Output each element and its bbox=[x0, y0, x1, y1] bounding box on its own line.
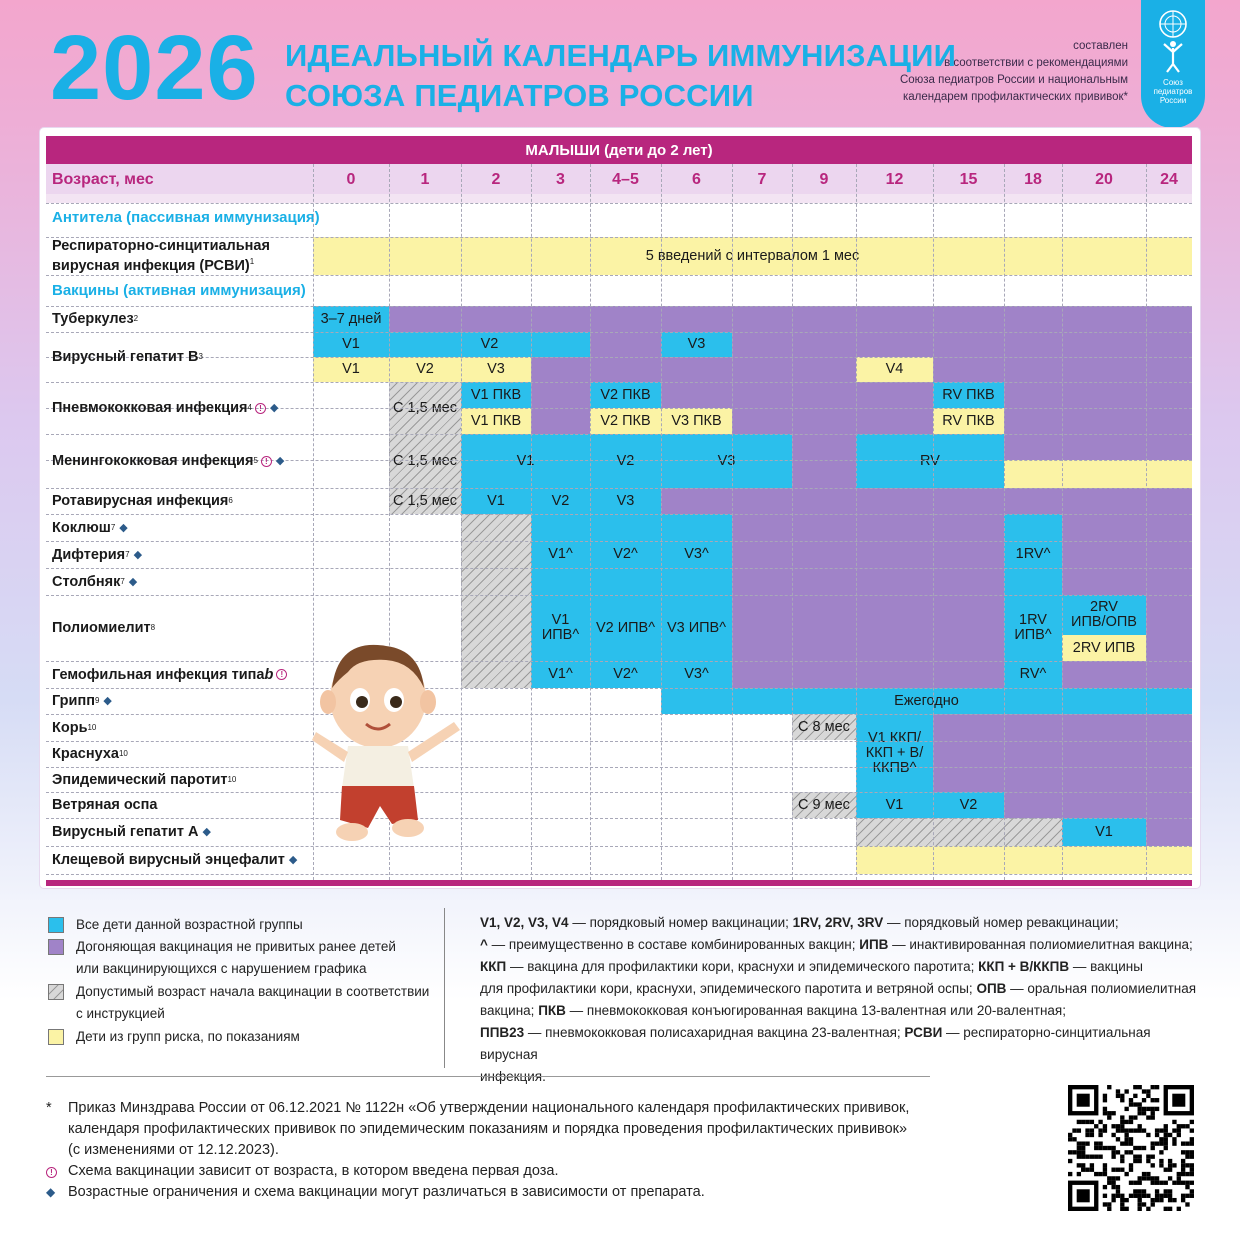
footnote-text: (с изменениями от 12.12.2023). bbox=[68, 1142, 279, 1158]
age-header-cell: 20 bbox=[1095, 170, 1113, 188]
age-header-cell: 7 bbox=[757, 170, 767, 188]
abbr-term: ККП + В/ККПВ bbox=[978, 959, 1070, 974]
legend-divider bbox=[444, 908, 445, 1068]
diamond-icon: ◆ bbox=[46, 1185, 56, 1199]
polio-v2-label: V2 ИПВ^ bbox=[595, 619, 656, 636]
grid-row-line bbox=[46, 541, 1192, 542]
diamond-icon: ◆ bbox=[128, 575, 138, 588]
grid-row-line bbox=[46, 357, 1192, 358]
cell-text-line: V1 ККП/ bbox=[867, 729, 922, 746]
grid-column-line bbox=[792, 164, 793, 880]
tb-label: Туберкулез bbox=[52, 311, 134, 327]
exclamation-icon: ! bbox=[255, 403, 266, 414]
row-label-tetanus bbox=[52, 568, 137, 595]
grid-column-line bbox=[531, 164, 532, 880]
mening-start-label: С 1,5 мес bbox=[393, 452, 457, 469]
row-label-tb bbox=[52, 306, 138, 332]
grid-column-line bbox=[1062, 164, 1063, 880]
abbr-desc: — инактивированная полиомиелитная вакцина; bbox=[888, 937, 1193, 952]
group-title: МАЛЫШИ (дети до 2 лет) bbox=[525, 141, 713, 159]
footnote-ref: 10 bbox=[227, 774, 237, 784]
footnote-text: Приказ Минздрава России от 06.12.2021 № 1122н «Об утверждении национального календаря профилактических прививок, bbox=[68, 1100, 910, 1116]
logo-text-line: педиатров bbox=[1153, 87, 1193, 96]
flu-band-label: Ежегодно bbox=[894, 692, 959, 709]
abbr-term: РСВИ bbox=[904, 1025, 943, 1040]
age-header-cell: 12 bbox=[885, 170, 904, 188]
row-label-rota bbox=[52, 488, 233, 514]
row-label-polio bbox=[52, 595, 155, 661]
legend-swatch-purple bbox=[48, 939, 64, 955]
row-label-hepa bbox=[52, 818, 211, 846]
rota-catchup bbox=[661, 488, 1192, 514]
measles-label: Корь bbox=[52, 719, 88, 736]
abbr-desc: — пневмококковая конъюгированная вакцина 13-валентная или 20-валентная; bbox=[565, 1003, 1066, 1018]
abbr-term: V1, V2, V3, V4 bbox=[480, 915, 569, 930]
rubella-label: Краснуха bbox=[52, 746, 119, 762]
footnote-ref: 5 bbox=[253, 456, 258, 465]
row-label-pneumo bbox=[52, 382, 278, 434]
row-label-hepb bbox=[52, 332, 203, 382]
compiled-note bbox=[888, 38, 1128, 106]
age-label: Возраст, мес bbox=[52, 170, 154, 188]
polio-catchup-a bbox=[732, 595, 1004, 661]
rota-v1-label: V1 bbox=[487, 492, 505, 509]
legend-text: Допустимый возраст начала вакцинации в соответствии bbox=[76, 984, 430, 999]
hepb-v1-label: V1 bbox=[342, 336, 360, 352]
rota-label: Ротавирусная инфекция bbox=[52, 493, 229, 509]
age-header-cell: 1 bbox=[420, 170, 430, 188]
grid-row-line bbox=[46, 874, 1192, 875]
cell-text-line: V1 bbox=[551, 612, 570, 628]
cell-text-line: ИПВ^ bbox=[1014, 627, 1052, 643]
cell-text-line: 1RV bbox=[1019, 612, 1047, 628]
hib-catchup-b bbox=[1062, 661, 1192, 688]
rsv-band-label: 5 введений с интервалом 1 мес bbox=[645, 247, 860, 264]
row-label-diphtheria bbox=[52, 541, 142, 568]
grid-row-line bbox=[46, 514, 1192, 515]
rsv-label-line2: вирусная инфекция (РСВИ) bbox=[52, 257, 250, 274]
grid-row-line bbox=[46, 275, 1192, 276]
grid-row-line bbox=[46, 792, 1192, 793]
cell-text-line: 2RV bbox=[1090, 599, 1118, 615]
year-title: 2026 bbox=[50, 17, 259, 119]
legend-text: Догоняющая вакцинация не привитых ранее детей bbox=[76, 939, 396, 954]
dtp-catchup-a bbox=[732, 514, 1004, 595]
polio-rv2-label bbox=[1062, 595, 1146, 635]
exclamation-icon: ! bbox=[261, 456, 272, 467]
tbe-risk bbox=[856, 846, 1192, 874]
hepb-risk-v3-label: V3 bbox=[487, 361, 505, 377]
footnote-ref: 7 bbox=[110, 522, 116, 532]
abbr-desc: — преимущественно в составе комбинированных вакцин; bbox=[487, 937, 860, 952]
abbr-desc: вакцина; bbox=[480, 1003, 539, 1018]
tb-catchup bbox=[389, 306, 1192, 332]
abbr-term: ПКВ bbox=[538, 1003, 566, 1018]
footnote-ref: 3 bbox=[198, 352, 203, 361]
polio-label: Полиомиелит bbox=[52, 620, 151, 636]
pneumo-risk-rv-label: RV ПКВ bbox=[942, 412, 995, 429]
star-mark: * bbox=[46, 1100, 52, 1116]
dtp-v1-label: V1^ bbox=[548, 546, 573, 562]
hepb-risk-v4-label: V4 bbox=[885, 361, 904, 377]
pneumo-v2-label: V2 ПКВ bbox=[600, 386, 651, 403]
exclamation-icon: ! bbox=[276, 669, 287, 680]
footnote-ref: 2 bbox=[133, 314, 139, 323]
varicella-v1-label: V1 bbox=[885, 796, 904, 813]
diamond-icon: ◆ bbox=[119, 521, 128, 534]
mening-v3-label: V3 bbox=[717, 452, 736, 469]
abbr-desc: для профилактики кори, краснухи, эпидемического паротита и ветряной оспы; bbox=[480, 981, 977, 996]
row-label-varicella bbox=[52, 792, 157, 818]
dtp-v3-label: V3^ bbox=[684, 546, 709, 562]
note-line: составлен bbox=[1073, 40, 1128, 52]
varicella-v2-label: V2 bbox=[959, 796, 978, 813]
grid-column-line bbox=[732, 164, 733, 880]
footnote-ref: 7 bbox=[120, 576, 125, 586]
varicella-label: Ветряная оспа bbox=[52, 797, 158, 813]
age-header-cell: 3 bbox=[556, 170, 565, 188]
row-label-rsv bbox=[52, 237, 270, 275]
cell-text-line: ИПВ/ОПВ bbox=[1071, 614, 1137, 630]
rota-start-label: С 1,5 мес bbox=[393, 492, 457, 509]
mening-catchup-mid bbox=[792, 434, 856, 488]
hib-v3-label: V3^ bbox=[684, 666, 709, 682]
pertussis-label: Коклюш bbox=[52, 519, 111, 536]
pneumo-label: Пневмококковая инфекция bbox=[52, 400, 248, 416]
hepb-label: Вирусный гепатит В bbox=[52, 349, 199, 365]
diphtheria-label: Дифтерия bbox=[52, 546, 126, 563]
title-line-2: СОЮЗА ПЕДИАТРОВ РОССИИ bbox=[285, 78, 754, 113]
row-label-hib bbox=[52, 661, 287, 688]
mening-risk bbox=[1004, 460, 1192, 488]
hepb-v2-label: V2 bbox=[480, 336, 499, 352]
mumps-label: Эпидемический паротит bbox=[52, 771, 228, 788]
row-label-measles bbox=[52, 714, 96, 741]
mmr-v1-label bbox=[856, 714, 933, 792]
grid-column-line bbox=[1004, 164, 1005, 880]
rota-v2-label: V2 bbox=[551, 492, 570, 509]
flu-label: Грипп bbox=[52, 693, 95, 709]
polio-v1-label bbox=[531, 595, 590, 661]
pneumo-catchup-d bbox=[531, 408, 590, 434]
age-header-cell: 6 bbox=[692, 170, 701, 188]
pneumo-start-label: С 1,5 мес bbox=[393, 399, 457, 416]
header-gap bbox=[46, 194, 1192, 203]
footnote-ref: 7 bbox=[125, 549, 130, 559]
grid-column-line bbox=[590, 164, 591, 880]
polio-rv1-label bbox=[1004, 595, 1062, 661]
age-header-cell: 18 bbox=[1024, 170, 1042, 188]
abbreviations bbox=[480, 912, 1200, 1088]
mmr-start-label: С 8 мес bbox=[798, 718, 850, 735]
abbr-desc: — порядковый номер вакцинации; bbox=[568, 915, 793, 930]
cell-text-line: ККП + В/ bbox=[865, 744, 924, 761]
mening-v1-label: V1 bbox=[516, 452, 535, 469]
footnote-ref: 10 bbox=[87, 722, 97, 732]
pneumo-risk-v3-label: V3 ПКВ bbox=[671, 412, 722, 429]
varicella-start-label: С 9 мес bbox=[798, 796, 850, 813]
abbr-term: ИПВ bbox=[859, 937, 889, 952]
grid-row-line bbox=[46, 818, 1192, 819]
table-bottom-bar bbox=[46, 880, 1192, 886]
row-label-rubella bbox=[52, 741, 128, 767]
mening-rv-label: RV bbox=[920, 452, 940, 469]
abbr-term: ОПВ bbox=[976, 981, 1007, 996]
hepa-catchup bbox=[1146, 818, 1192, 846]
hepb-catchup-a bbox=[590, 332, 661, 357]
hib-v1-label: V1^ bbox=[548, 666, 573, 682]
hepb-risk-v1-label: V1 bbox=[342, 361, 360, 377]
footnote-ref: 8 bbox=[150, 623, 156, 632]
row-label-mening bbox=[52, 434, 284, 488]
cell-text-line: ККПВ^ bbox=[872, 759, 917, 776]
footnote-text: календаря профилактических прививок по эпидемическим показаниям и порядка проведения профилактических прививок» bbox=[68, 1121, 908, 1137]
abbr-desc: — вакцина для профилактики кори, краснухи и эпидемического паротита; bbox=[506, 959, 979, 974]
diamond-icon: ◆ bbox=[103, 695, 112, 707]
diamond-icon: ◆ bbox=[288, 854, 298, 866]
legend-swatch-hatched bbox=[48, 984, 64, 1000]
age-header-cell: 9 bbox=[819, 170, 829, 188]
logo bbox=[1141, 0, 1205, 128]
grid-row-line bbox=[46, 306, 1192, 307]
abbr-desc: — порядковый номер ревакцинации; bbox=[883, 915, 1119, 930]
logo-text bbox=[1141, 78, 1205, 105]
grid-row-line bbox=[46, 203, 1192, 204]
abbr-term: ККП bbox=[480, 959, 507, 974]
abbr-term: ППВ23 bbox=[480, 1025, 525, 1040]
qr-code-icon[interactable] bbox=[1068, 1085, 1194, 1211]
section-vaccines: Вакцины (активная иммунизация) bbox=[52, 282, 306, 299]
hepb-catchup-b bbox=[732, 332, 1192, 357]
tbe-label: Клещевой вирусный энцефалит bbox=[52, 852, 285, 868]
age-header-cell: 24 bbox=[1160, 170, 1178, 188]
hepa-start bbox=[856, 818, 1062, 846]
pneumo-risk-v1-label: V1 ПКВ bbox=[470, 412, 522, 429]
diamond-icon: ◆ bbox=[269, 402, 279, 414]
hepb-risk-v2-label: V2 bbox=[416, 361, 434, 377]
exclamation-icon: ! bbox=[46, 1167, 57, 1178]
footnote-ref: 9 bbox=[94, 696, 100, 705]
grid-row-line bbox=[46, 595, 1192, 596]
pneumo-catchup-a bbox=[531, 382, 590, 408]
rota-v3-label: V3 bbox=[616, 492, 635, 509]
grid-row-line bbox=[46, 741, 1192, 742]
note-line: в соответствии с рекомендациями bbox=[944, 57, 1128, 69]
mening-label: Менингококковая инфекция bbox=[52, 453, 254, 469]
footnote-ref: 6 bbox=[228, 496, 233, 505]
hib-label: Гемофильная инфекция типа bbox=[52, 666, 265, 683]
logo-text-line: Союз bbox=[1163, 78, 1183, 87]
varicella-catchup-b bbox=[1004, 792, 1192, 818]
tetanus-label: Столбняк bbox=[52, 573, 121, 590]
note-line: календарем профилактических прививок* bbox=[903, 91, 1128, 103]
age-header-cell: 15 bbox=[959, 170, 978, 188]
abbr-term: ^ bbox=[480, 937, 488, 952]
hib-catchup-a bbox=[732, 661, 1004, 688]
row-label-tbe bbox=[52, 846, 297, 874]
hepa-label: Вирусный гепатит А bbox=[52, 824, 199, 840]
pneumo-catchup-b bbox=[661, 382, 933, 408]
footnote-ref: 4 bbox=[247, 403, 252, 412]
abbr-desc: инфекция. bbox=[480, 1069, 546, 1084]
hib-rv-label: RV^ bbox=[1019, 666, 1047, 682]
grid-row-line bbox=[46, 568, 1192, 569]
diamond-icon: ◆ bbox=[275, 455, 285, 467]
polio-rv2-risk-label: 2RV ИПВ bbox=[1072, 639, 1136, 656]
pneumo-risk-v2-label: V2 ПКВ bbox=[600, 412, 651, 429]
dtp-rv-label: 1RV^ bbox=[1015, 546, 1051, 562]
footnote-text: Возрастные ограничения и схема вакцинации могут различаться в зависимости от препарата. bbox=[68, 1184, 705, 1200]
legend-text: Все дети данной возрастной группы bbox=[76, 917, 303, 932]
section-antibodies: Антитела (пассивная иммунизация) bbox=[52, 209, 320, 226]
row-label-mumps bbox=[52, 767, 236, 792]
abbr-desc: — респираторно-синцитиальная вирусная bbox=[480, 1025, 1151, 1062]
pneumo-rv-label: RV ПКВ bbox=[942, 386, 995, 403]
note-line: Союза педиатров России и национальным bbox=[899, 74, 1128, 86]
hib-v2-label: V2^ bbox=[613, 666, 638, 682]
logo-text-line: России bbox=[1159, 96, 1187, 105]
footnote-ref: 1 bbox=[249, 257, 255, 267]
hepb-v3-label: V3 bbox=[687, 336, 706, 352]
grid-row-line bbox=[46, 714, 1192, 715]
grid-row-line bbox=[46, 688, 1192, 689]
rsv-label-line1: Респираторно-синцитиальная bbox=[52, 238, 270, 255]
grid-column-line bbox=[933, 164, 934, 880]
hib-label-italic: b bbox=[264, 666, 274, 683]
page-title bbox=[285, 36, 956, 116]
cell-text-line: ИПВ^ bbox=[541, 627, 580, 643]
footnote-text: Схема вакцинации зависит от возраста, в котором введена первая доза. bbox=[68, 1163, 559, 1179]
diamond-icon: ◆ bbox=[133, 548, 143, 561]
legend-swatch-yellow bbox=[48, 1029, 64, 1045]
abbr-desc: — пневмококковая полисахаридная вакцина 23-валентная; bbox=[524, 1025, 905, 1040]
footnote-divider bbox=[46, 1076, 930, 1077]
toddler-illustration bbox=[308, 628, 468, 846]
polio-catchup-b bbox=[1146, 595, 1192, 661]
mening-v2-label: V2 bbox=[616, 452, 635, 469]
pneumo-v1-label: V1 ПКВ bbox=[470, 386, 522, 403]
grid-column-line bbox=[661, 164, 662, 880]
grid-column-line bbox=[1146, 164, 1147, 880]
legend-text: Дети из групп риска, по показаниям bbox=[76, 1029, 300, 1044]
age-header-cell: 4–5 bbox=[612, 170, 639, 188]
age-header-cell: 2 bbox=[491, 170, 501, 188]
abbr-desc: — оральная полиомиелитная bbox=[1006, 981, 1197, 996]
footnote-ref: 10 bbox=[118, 749, 128, 758]
legend-text: или вакцинирующихся с нарушением графика bbox=[76, 961, 367, 976]
abbr-term: 1RV, 2RV, 3RV bbox=[792, 915, 884, 930]
grid-column-line bbox=[856, 164, 857, 880]
row-label-pertussis bbox=[52, 514, 128, 541]
legend-text: с инструкцией bbox=[76, 1006, 165, 1021]
legend-swatch-blue bbox=[48, 917, 64, 933]
pneumo-catchup-e bbox=[732, 408, 933, 434]
tb-cell-newborn-label: 3–7 дней bbox=[320, 310, 382, 327]
dtp-catchup-b bbox=[1062, 514, 1192, 595]
hepa-v1-label: V1 bbox=[1095, 823, 1113, 840]
grid-row-line bbox=[46, 332, 1192, 333]
title-line-1: ИДЕАЛЬНЫЙ КАЛЕНДАРЬ ИММУНИЗАЦИИ bbox=[285, 38, 957, 73]
footnotes bbox=[46, 1098, 946, 1203]
dtp-v2-label: V2^ bbox=[613, 546, 638, 562]
diamond-icon: ◆ bbox=[202, 826, 211, 838]
hepb-catchup-c bbox=[531, 357, 856, 382]
row-label-flu bbox=[52, 688, 112, 714]
abbr-desc: — вакцины bbox=[1069, 959, 1143, 974]
polio-v3-label: V3 ИПВ^ bbox=[666, 619, 727, 636]
age-header-cell: 0 bbox=[346, 170, 356, 188]
logo-emblem-icon bbox=[1155, 8, 1191, 74]
